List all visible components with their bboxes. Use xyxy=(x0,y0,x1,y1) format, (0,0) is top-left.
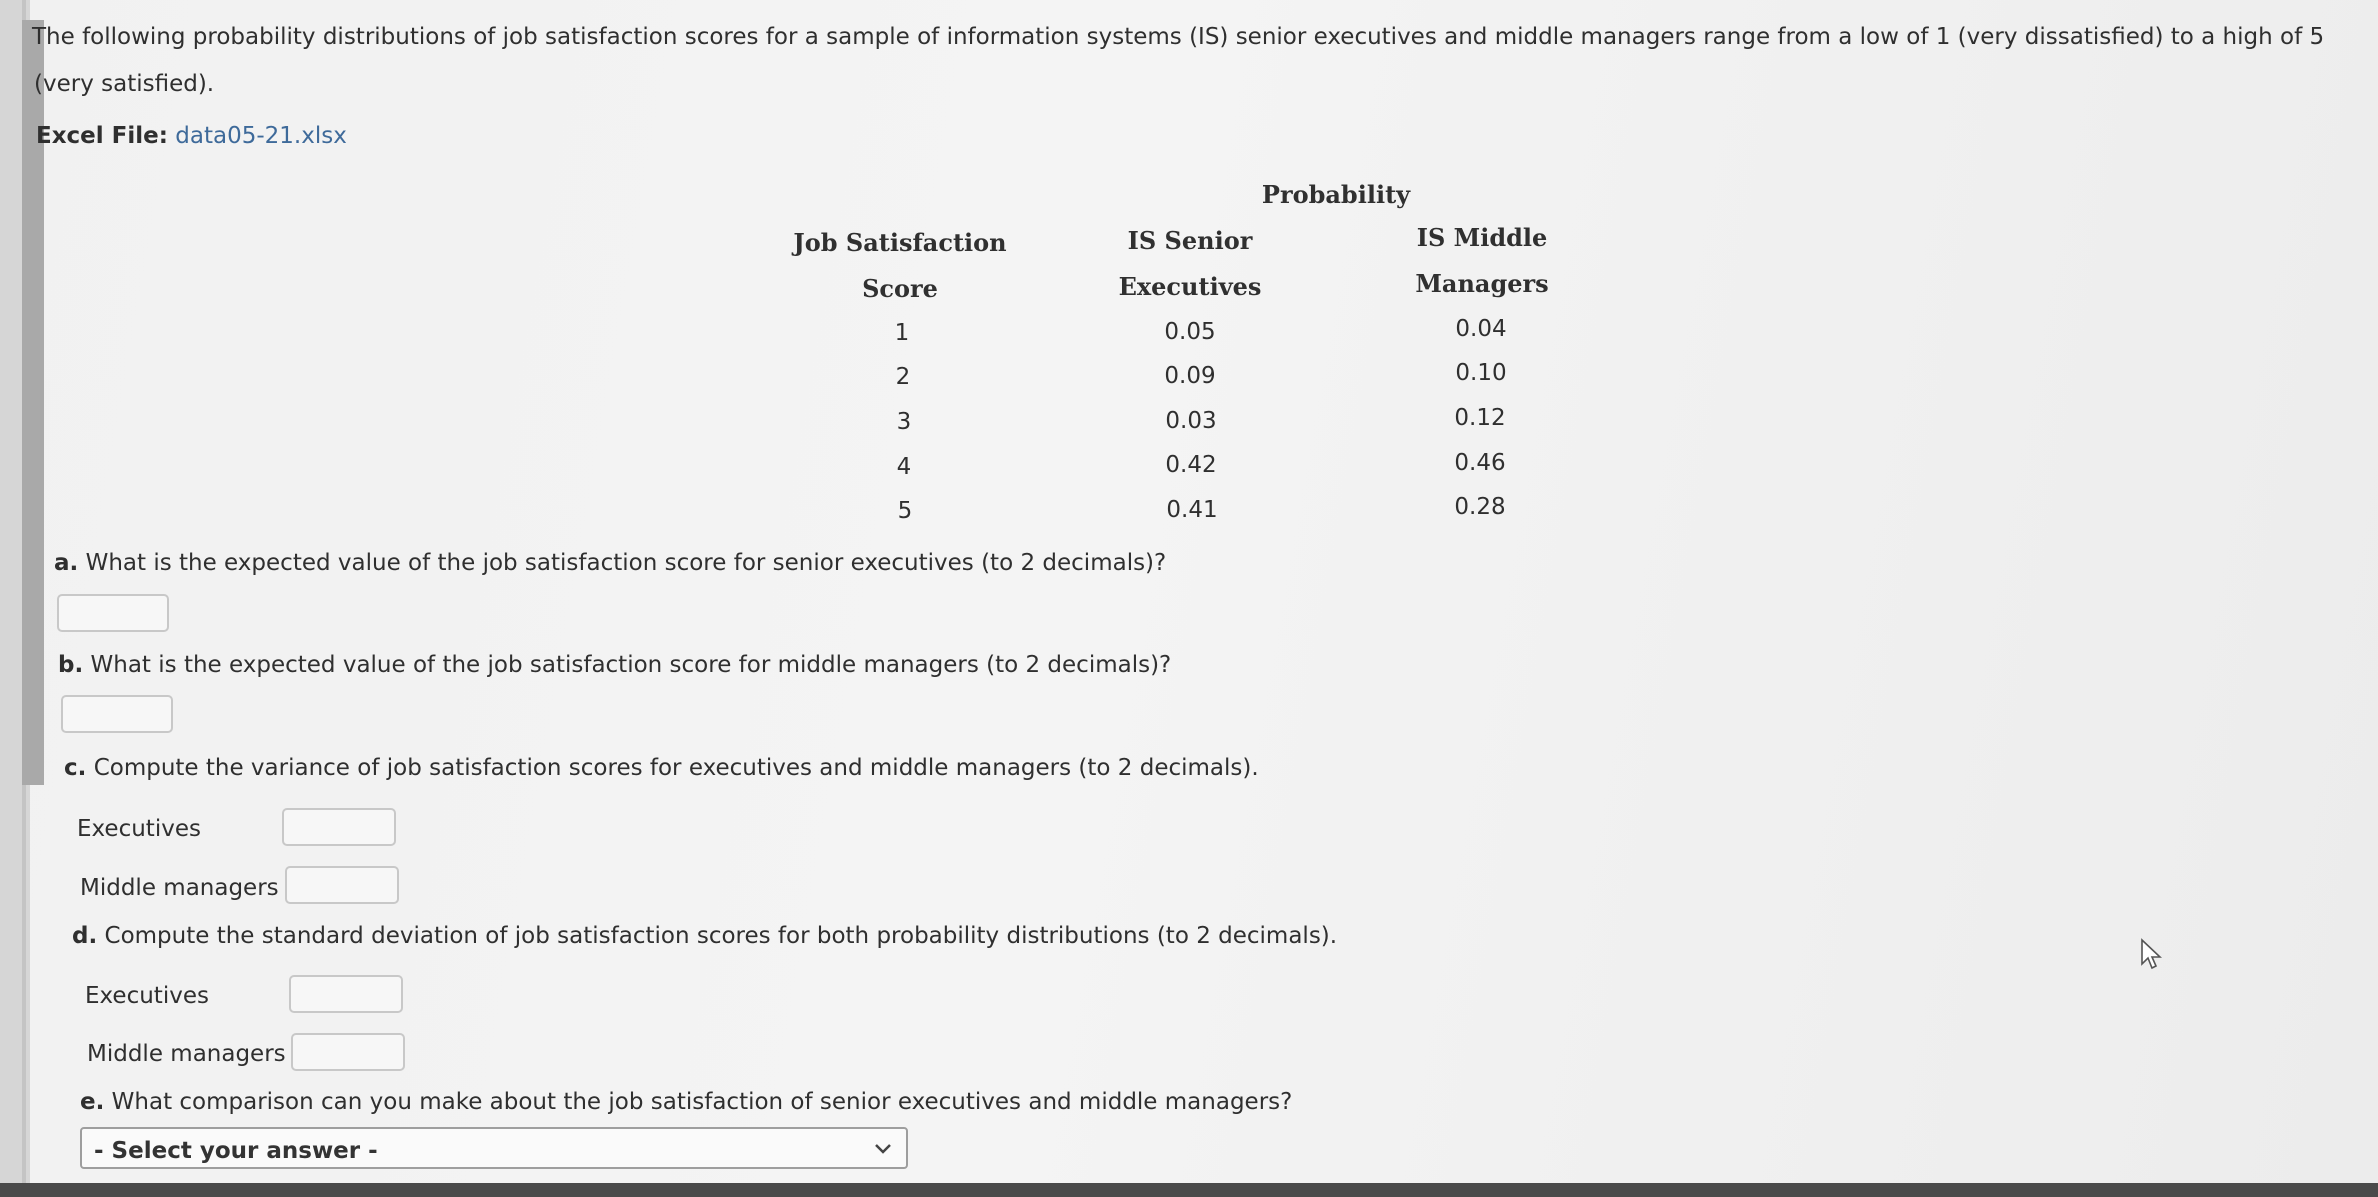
table-cell-exec: 0.42 xyxy=(1165,452,1217,478)
stdev-managers-input[interactable] xyxy=(291,1033,405,1071)
table-cell-exec: 0.09 xyxy=(1164,363,1216,389)
variance-managers-label: Middle managers xyxy=(80,875,279,901)
question-b xyxy=(58,654,1171,677)
table-cell-mgr: 0.10 xyxy=(1455,360,1507,386)
col-header-mgr-2: Managers xyxy=(1415,269,1549,298)
question-d xyxy=(72,925,1337,948)
question-d-text: Compute the standard deviation of job satisfaction scores for both probability distributions (to 2 decimals). xyxy=(104,923,1338,949)
mouse-pointer-icon xyxy=(2140,938,2164,972)
stdev-executives-label: Executives xyxy=(85,983,209,1009)
table-cell-exec: 0.41 xyxy=(1166,497,1218,523)
comparison-select-value: - Select your answer - xyxy=(94,1138,378,1164)
table-cell-exec: 0.03 xyxy=(1165,408,1217,434)
table-cell-mgr: 0.46 xyxy=(1454,450,1506,476)
question-b-text: What is the expected value of the job satisfaction score for middle managers (to 2 decimals)? xyxy=(90,652,1172,678)
comparison-select[interactable] xyxy=(80,1127,908,1169)
table-cell-mgr: 0.04 xyxy=(1455,316,1507,342)
question-a-text: What is the expected value of the job satisfaction score for senior executives (to 2 decimals)? xyxy=(85,550,1167,576)
question-c-text: Compute the variance of job satisfaction scores for executives and middle managers (to 2 decimals). xyxy=(93,755,1259,781)
variance-managers-input[interactable] xyxy=(285,866,399,904)
table-cell-mgr: 0.28 xyxy=(1454,494,1506,520)
probability-group-header: Probability xyxy=(1261,180,1411,209)
stdev-managers-label: Middle managers xyxy=(87,1041,286,1067)
question-a xyxy=(54,552,1166,575)
excel-file-link[interactable]: data05-21.xlsx xyxy=(175,123,347,149)
variance-executives-label: Executives xyxy=(77,816,201,842)
table-cell-score: 1 xyxy=(894,320,910,346)
col-header-score-1: Job Satisfaction xyxy=(793,228,1007,257)
question-e-text: What comparison can you make about the job satisfaction of senior executives and middle managers? xyxy=(111,1089,1293,1115)
question-d-letter: d. xyxy=(72,923,98,949)
question-a-letter: a. xyxy=(54,550,79,576)
left-scrollbar[interactable] xyxy=(0,0,30,1197)
col-header-mgr-1: IS Middle xyxy=(1416,223,1548,252)
stdev-executives-input[interactable] xyxy=(289,975,403,1013)
table-cell-exec: 0.05 xyxy=(1164,319,1216,345)
variance-executives-input[interactable] xyxy=(282,808,396,846)
table-cell-score: 3 xyxy=(896,409,912,435)
answer-a-input[interactable] xyxy=(57,594,169,632)
table-cell-score: 4 xyxy=(896,454,912,480)
table-cell-score: 2 xyxy=(895,364,911,390)
bottom-edge-bar xyxy=(0,1183,2378,1197)
chevron-down-icon xyxy=(872,1137,894,1159)
excel-file-line xyxy=(36,125,347,148)
question-e xyxy=(80,1091,1292,1114)
col-header-exec-2: Executives xyxy=(1118,272,1262,301)
intro-line-2: (very satisfied). xyxy=(34,71,215,97)
table-cell-score: 5 xyxy=(897,498,913,524)
table-cell-mgr: 0.12 xyxy=(1454,405,1506,431)
excel-file-label: Excel File: xyxy=(36,123,168,149)
col-header-score-2: Score xyxy=(862,274,938,303)
question-c-letter: c. xyxy=(64,755,87,781)
intro-line-1: The following probability distributions of job satisfaction scores for a sample of information systems (IS) senior executives and middle managers range from a low of 1 (very dissatisfied) to a high of 5 xyxy=(32,24,2325,50)
answer-b-input[interactable] xyxy=(61,695,173,733)
question-c xyxy=(64,757,1259,780)
col-header-exec-1: IS Senior xyxy=(1127,226,1253,255)
question-b-letter: b. xyxy=(58,652,84,678)
question-e-letter: e. xyxy=(80,1089,105,1115)
